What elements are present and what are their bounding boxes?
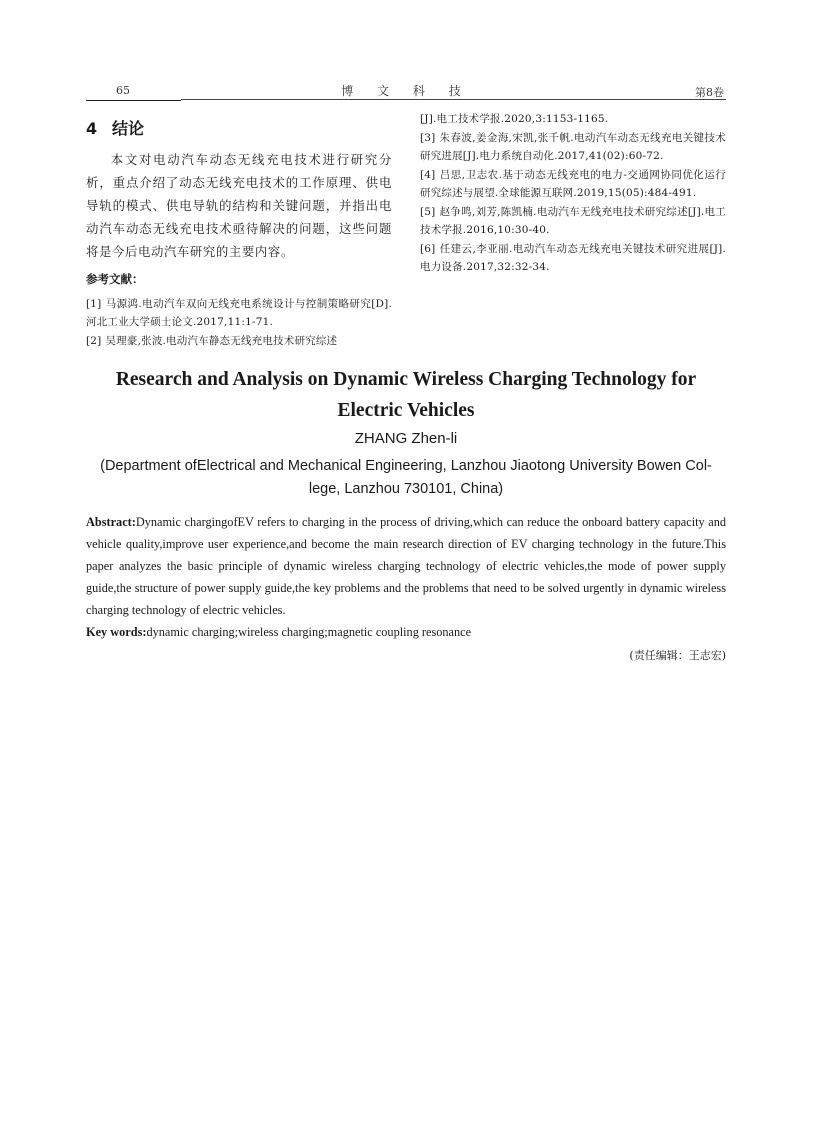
section-heading	[86, 116, 392, 138]
reference-number: [5]	[420, 206, 436, 218]
page-number: 65	[116, 84, 130, 97]
english-author: ZHANG Zhen-li	[354, 430, 458, 447]
reference-item	[420, 166, 726, 202]
header-rule-thin	[181, 99, 726, 100]
abstract-text: Dynamic chargingofEV refers to charging in the process of driving,which can reduce the onboard battery capacity and vehicle quality,improve user experience,and become the main research direction of EV charging technology in the future.This paper analyzes the basic principle of dynamic wireless charging technology of electric vehicles,the mode of power supply guide,the structure of power supply guide,the key problems and the problems that need to be solved urgently in dynamic wireless charging technology of electric vehicles.	[86, 515, 726, 617]
reference-text: 吴理豪,张波.电动汽车静态无线充电技术研究综述	[105, 335, 338, 347]
journal-name: 博 文 科 技	[341, 84, 471, 98]
english-title-line-1: Research and Analysis on Dynamic Wireless Charging Technology for	[115, 369, 697, 390]
affiliation-line-1: (Department ofElectrical and Mechanical Engineering, Lanzhou Jiaotong University Bowen Col-	[100, 458, 712, 474]
conclusion-paragraph: 本文对电动汽车动态无线充电技术进行研究分析，重点介绍了动态无线充电技术的工作原理、供电导轨的模式、供电导轨的结构和关键问题，并指出电动汽车动态无线充电技术亟待解决的问题，这些问题将是今后电动汽车研究的主要内容。	[86, 152, 392, 259]
section-number: 4	[86, 119, 98, 138]
reference-item	[86, 332, 392, 350]
reference-item	[420, 129, 726, 165]
reference-text: 任建云,李亚丽.电动汽车动态无线充电关键技术研究进展[J].电力设备.2017,32:32-34.	[420, 243, 726, 273]
volume-label: 第8卷	[695, 86, 724, 99]
reference-number: [1]	[86, 298, 102, 310]
reference-text: 马源鸿.电动汽车双向无线充电系统设计与控制策略研究[D].河北工业大学硕士论文.2017,11:1-71.	[86, 298, 392, 328]
english-affiliation	[86, 455, 726, 501]
reference-text: 吕思,卫志农.基于动态无线充电的电力-交通网协同优化运行研究综述与展望.全球能源互联网.2019,15(05):484-491.	[420, 169, 726, 199]
responsible-editor: (责任编辑：王志宏)	[629, 649, 726, 662]
reference-continuation: [J].电工技术学报.2020,3:1153-1165.	[420, 113, 609, 125]
keywords-label: Key words:	[86, 625, 147, 639]
reference-item	[86, 295, 392, 331]
reference-text: 朱春波,姜金海,宋凯,张千帆.电动汽车动态无线充电关键技术研究进展[J].电力系统自动化.2017,41(02):60-72.	[420, 132, 726, 162]
english-title	[86, 364, 726, 426]
english-abstract	[86, 511, 726, 621]
reference-text: 赵争鸣,刘芳,陈凯楠.电动汽车无线充电技术研究综述[J].电工技术学报.2016,10:30-40.	[420, 206, 726, 236]
english-abstract-block	[86, 364, 726, 663]
english-keywords	[86, 621, 726, 643]
left-column	[86, 110, 392, 351]
reference-number: [6]	[420, 243, 436, 255]
english-title-line-2: Electric Vehicles	[337, 400, 475, 421]
references-heading: 参考文献：	[86, 272, 144, 286]
abstract-label: Abstract:	[86, 515, 136, 529]
right-column	[420, 110, 726, 277]
reference-number: [2]	[86, 335, 102, 347]
section-title: 结论	[112, 119, 145, 138]
reference-number: [4]	[420, 169, 436, 181]
header-rule-thick	[86, 100, 181, 101]
reference-item	[420, 240, 726, 276]
keywords-text: dynamic charging;wireless charging;magnetic coupling resonance	[146, 625, 472, 639]
reference-item	[420, 203, 726, 239]
affiliation-line-2: lege, Lanzhou 730101, China)	[308, 481, 504, 497]
reference-number: [3]	[420, 132, 436, 144]
